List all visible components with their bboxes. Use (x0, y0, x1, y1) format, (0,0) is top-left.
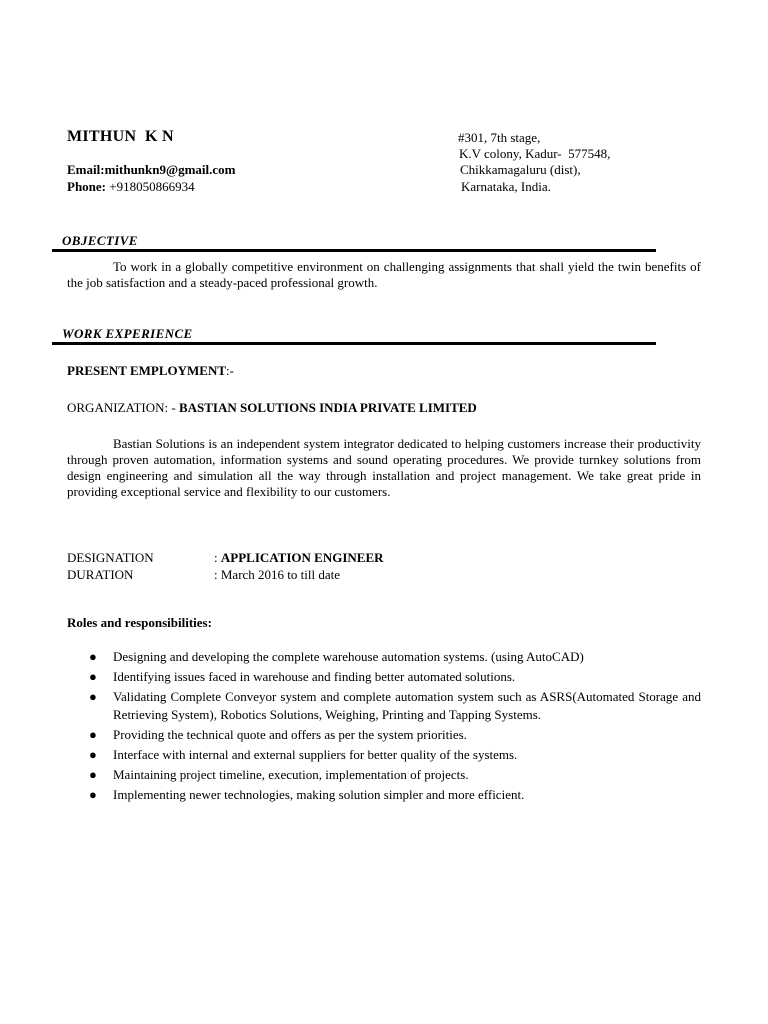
address-line-1: #301, 7th stage, (458, 130, 541, 145)
roles-heading: Roles and responsibilities: (67, 615, 212, 630)
objective-heading: OBJECTIVE (62, 233, 138, 248)
bullet-icon: ● (89, 787, 97, 802)
address-line-3: Chikkamagaluru (dist), (460, 162, 581, 177)
work-experience-divider (52, 342, 656, 345)
email-label: Email: (67, 162, 105, 177)
organization-line (67, 400, 477, 416)
designation-label: DESIGNATION (67, 550, 154, 565)
role-text: Interface with internal and external suppliers for better quality of the systems. (113, 747, 518, 762)
roles-list (67, 648, 701, 806)
address-line-2: K.V colony, Kadur- 577548, (459, 146, 611, 161)
phone-line (67, 179, 195, 195)
list-item (67, 786, 701, 804)
role-text: Providing the technical quote and offers as per the system priorities. (113, 727, 467, 742)
role-text: Implementing newer technologies, making solution simpler and more efficient. (113, 787, 525, 802)
bullet-icon: ● (89, 649, 97, 664)
present-employment-suffix: :- (226, 363, 234, 378)
email-value: mithunkn9@gmail.com (104, 162, 236, 177)
duration-value: : March 2016 to till date (214, 567, 341, 582)
organization-label: ORGANIZATION: - (67, 400, 179, 415)
bullet-icon: ● (89, 767, 97, 782)
list-item (67, 648, 701, 666)
bullet-icon: ● (89, 669, 97, 684)
list-item (67, 746, 701, 764)
designation-separator: : (214, 550, 221, 565)
bullet-icon: ● (89, 727, 97, 742)
phone-label: Phone: (67, 179, 106, 194)
objective-text: To work in a globally competitive environment on challenging assignments that shall yield the twin benefits of the job satisfaction and a steady-paced professional growth. (67, 259, 701, 290)
list-item (67, 726, 701, 744)
address-line-4: Karnataka, India. (461, 179, 551, 194)
organization-name: BASTIAN SOLUTIONS INDIA PRIVATE LIMITED (178, 400, 477, 415)
list-item (67, 766, 701, 784)
bullet-icon: ● (89, 747, 97, 762)
phone-value: +918050866934 (109, 179, 195, 194)
role-text: Identifying issues faced in warehouse and finding better automated solutions. (113, 669, 516, 684)
list-item (67, 668, 701, 686)
duration-label: DURATION (67, 567, 134, 582)
email-line (67, 162, 235, 178)
designation-value-line (214, 550, 384, 566)
list-item (67, 688, 701, 724)
bullet-icon: ● (89, 689, 97, 704)
role-text: Validating Complete Conveyor system and complete automation system such as ASRS(Automated Storage and Retrieving System), Robotics Solutions, Weighing, Printing and Tapping Systems. (113, 689, 701, 722)
role-text: Maintaining project timeline, execution, implementation of projects. (113, 767, 469, 782)
objective-divider (52, 249, 656, 252)
present-employment-heading (67, 363, 234, 379)
organization-description: Bastian Solutions is an independent system integrator dedicated to helping customers increase their productivity through proven automation, information systems and sound operating procedures. We provide turnkey solutions from design engineering and simulation all the way through installation and project management. We take great pride in providing exceptional service and flexibility to our customers. (67, 436, 701, 499)
present-employment-label: PRESENT EMPLOYMENT (67, 363, 227, 378)
candidate-name: MITHUN K N (67, 128, 174, 145)
designation-value: APPLICATION ENGINEER (220, 550, 384, 565)
work-experience-heading: WORK EXPERIENCE (62, 326, 193, 341)
role-text: Designing and developing the complete warehouse automation systems. (using AutoCAD) (113, 649, 584, 664)
